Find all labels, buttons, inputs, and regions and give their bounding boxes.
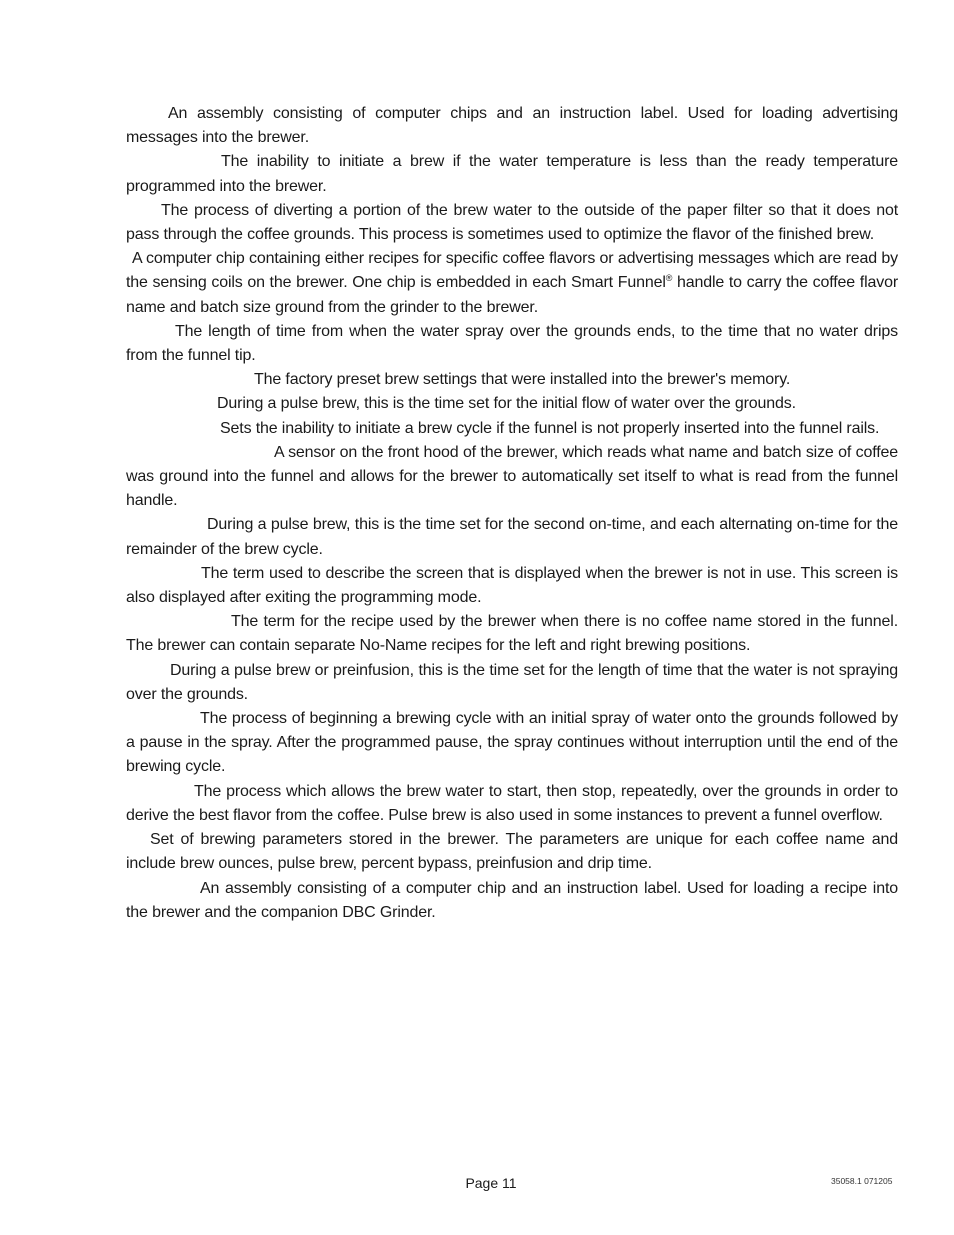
glossary-entry <box>126 610 898 658</box>
glossary-entry-text: Set of brewing parameters stored in the brewer. The parameters are unique for each coffee name and include brew ounces, pulse brew, percent bypass, preinfusion and drip time. <box>126 831 898 873</box>
glossary-entry <box>126 780 898 828</box>
glossary-entry-text: Sets the inability to initiate a brew cycle if the funnel is not properly inserted into the funnel rails. <box>220 419 880 437</box>
registered-mark: ® <box>665 273 673 284</box>
glossary-entry-text: During a pulse brew, this is the time set for the initial flow of water over the grounds. <box>217 395 796 413</box>
glossary-entry <box>126 417 898 441</box>
page-number: Page 11 <box>465 1175 517 1191</box>
glossary-entry <box>126 707 898 780</box>
document-code: 35058.1 071205 <box>831 1176 893 1186</box>
glossary-entry-text: A computer chip containing either recipes for specific coffee flavors or advertising messages which are read by the sensing coils on the brewer. One chip is embedded in each Smart Funnel <box>126 250 898 292</box>
glossary-entry-text: The factory preset brew settings that were installed into the brewer's memory. <box>254 371 791 389</box>
glossary-entry-text: The process of beginning a brewing cycle with an initial spray of water onto the grounds followed by a pause in the spray. After the programmed pause, the spray continues without interruption until the end of the brewing cycle. <box>126 710 898 776</box>
glossary-entry <box>126 659 898 707</box>
glossary-entry <box>126 102 898 150</box>
glossary-entry-text: handle to carry the coffee flavor name and batch size ground from the grinder to the brewer. <box>126 274 898 316</box>
glossary-entry <box>126 247 898 320</box>
glossary-entry <box>126 199 898 247</box>
glossary-entry-text: The process which allows the brew water to start, then stop, repeatedly, over the grounds in order to derive the best flavor from the coffee. Pulse brew is also used in some instances to prevent a funnel overflow. <box>126 782 898 824</box>
glossary-entry-text: A sensor on the front hood of the brewer, which reads what name and batch size of coffee was ground into the funnel and allows for the brewer to automatically set itself to what is read from the funnel handle. <box>126 443 898 510</box>
glossary-entry-text: The process of diverting a portion of the brew water to the outside of the paper filter so that it does not pass through the coffee grounds. This process is sometimes used to optimize the flavor of the finished brew. <box>126 201 898 244</box>
glossary-entry <box>126 877 898 925</box>
glossary-entry-text: An assembly consisting of computer chips and an instruction label. Used for loading advertising messages into the brewer. <box>126 105 898 147</box>
glossary-entry <box>126 392 898 416</box>
glossary-entry-text: The length of time from when the water spray over the grounds ends, to the time that no water drips from the funnel tip. <box>126 322 898 365</box>
glossary-entry <box>126 513 898 561</box>
glossary-entry-text: The term used to describe the screen that is displayed when the brewer is not in use. This screen is also displayed after exiting the programming mode. <box>126 564 898 607</box>
glossary-entry <box>126 441 898 514</box>
glossary-entry-text: The inability to initiate a brew if the water temperature is less than the ready temperature programmed into the brewer. <box>126 153 898 195</box>
glossary-entry-text: During a pulse brew or preinfusion, this is the time set for the length of time that the water is not spraying over the grounds. <box>126 661 898 703</box>
glossary-body <box>126 102 898 925</box>
glossary-entry <box>126 368 898 392</box>
glossary-entry-text: The term for the recipe used by the brewer when there is no coffee name stored in the funnel. The brewer can contain separate No-Name recipes for the left and right brewing positions. <box>126 613 898 655</box>
glossary-entry-text: During a pulse brew, this is the time set for the second on-time, and each alternating on-time for the remainder of the brew cycle. <box>126 516 898 558</box>
glossary-entry <box>126 150 898 198</box>
glossary-entry-text: An assembly consisting of a computer chip and an instruction label. Used for loading a recipe into the brewer and the companion DBC Grinder. <box>126 879 898 921</box>
glossary-entry <box>126 320 898 368</box>
glossary-entry <box>126 562 898 610</box>
glossary-entry <box>126 828 898 876</box>
